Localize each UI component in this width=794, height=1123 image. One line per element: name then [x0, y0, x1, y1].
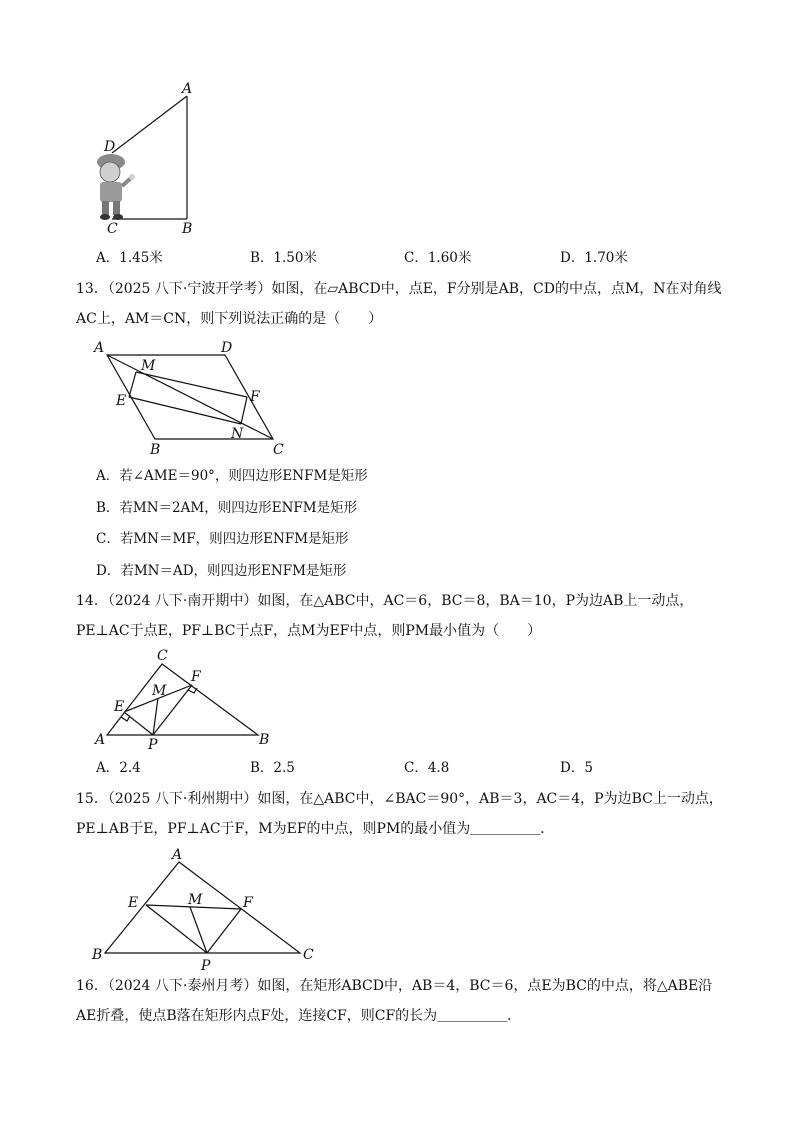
q14-option-b: B．2.5	[250, 760, 295, 776]
fig13-label-N: N	[231, 426, 244, 442]
fig13-label-C: C	[273, 442, 284, 458]
q16-stem-line1: 16．（2024 八下·泰州月考）如图，在矩形ABCD中，AB＝4，BC＝6，点E为BC的中点，将△ABE沿	[76, 978, 713, 994]
fig13-label-B: B	[150, 442, 161, 458]
fig15-label-F: F	[243, 895, 253, 911]
q14-stem-line1: 14．（2024 八下·南开期中）如图，在△ABC中，AC＝6，BC＝8，BA＝10，P为边AB上一动点，	[76, 593, 694, 609]
fig13-label-M: M	[141, 358, 156, 374]
q12-option-c: C．1.60米	[404, 250, 472, 266]
q12-option-b: B．1.50米	[250, 250, 317, 266]
q15-stem-line1: 15．（2025 八下·利州期中）如图，在△ABC中，∠BAC＝90°，AB＝3，AC＝4，P为边BC上一动点，	[76, 791, 723, 807]
fig13-label-E: E	[116, 393, 127, 409]
fig14-label-P: P	[148, 737, 158, 753]
fig14-label-M: M	[152, 683, 167, 699]
q14-option-d: D．5	[560, 760, 593, 776]
q14-stem-line2: PE⊥AC于点E，PF⊥BC于点F，点M为EF中点，则PM最小值为（ ）	[76, 623, 542, 639]
q12-option-a: A．1.45米	[96, 250, 163, 266]
q16-stem-line2: AE折叠，使点B落在矩形内点F处，连接CF，则CF的长为＿＿＿＿＿．	[76, 1008, 522, 1024]
fig13-label-A: A	[94, 340, 105, 356]
q13-stem-line1: 13．（2025 八下·宁波开学考）如图，在▱ABCD中，点E，F分别是AB，CD的中点，点M，N在对角线	[76, 281, 722, 297]
q13-option-c: C．若MN＝MF，则四边形ENFM是矩形	[96, 531, 349, 547]
fig13-label-D: D	[221, 340, 233, 356]
q14-option-c: C．4.8	[404, 760, 450, 776]
fig14-label-E: E	[114, 699, 125, 715]
fig12-label-B: B	[182, 221, 193, 237]
q13-option-b: B．若MN＝2AM，则四边形ENFM是矩形	[96, 500, 358, 516]
fig12-label-C: C	[107, 221, 118, 237]
q13-option-a: A．若∠AME＝90°，则四边形ENFM是矩形	[96, 468, 368, 484]
fig14-label-F: F	[191, 669, 201, 685]
fig15-label-B: B	[92, 947, 103, 963]
fig12-label-A: A	[182, 81, 193, 97]
fig15-label-C: C	[303, 947, 314, 963]
q13-stem-line2: AC上，AM＝CN，则下列说法正确的是（ ）	[76, 311, 383, 327]
fig15-label-E: E	[128, 895, 139, 911]
fig15-label-A: A	[172, 847, 183, 863]
fig14-label-B: B	[259, 732, 270, 748]
fig12-label-D: D	[104, 139, 116, 155]
q14-option-a: A．2.4	[96, 760, 141, 776]
q15-stem-line2: PE⊥AB于E，PF⊥AC于F，M为EF的中点，则PM的最小值为＿＿＿＿＿．	[76, 821, 555, 837]
fig15-label-M: M	[188, 892, 203, 908]
q13-option-d: D．若MN＝AD，则四边形ENFM是矩形	[96, 563, 347, 579]
fig13-label-F: F	[250, 389, 260, 405]
q12-option-d: D．1.70米	[560, 250, 628, 266]
fig15-label-P: P	[201, 958, 211, 974]
fig14-label-C: C	[157, 648, 168, 664]
fig14-label-A: A	[95, 732, 106, 748]
